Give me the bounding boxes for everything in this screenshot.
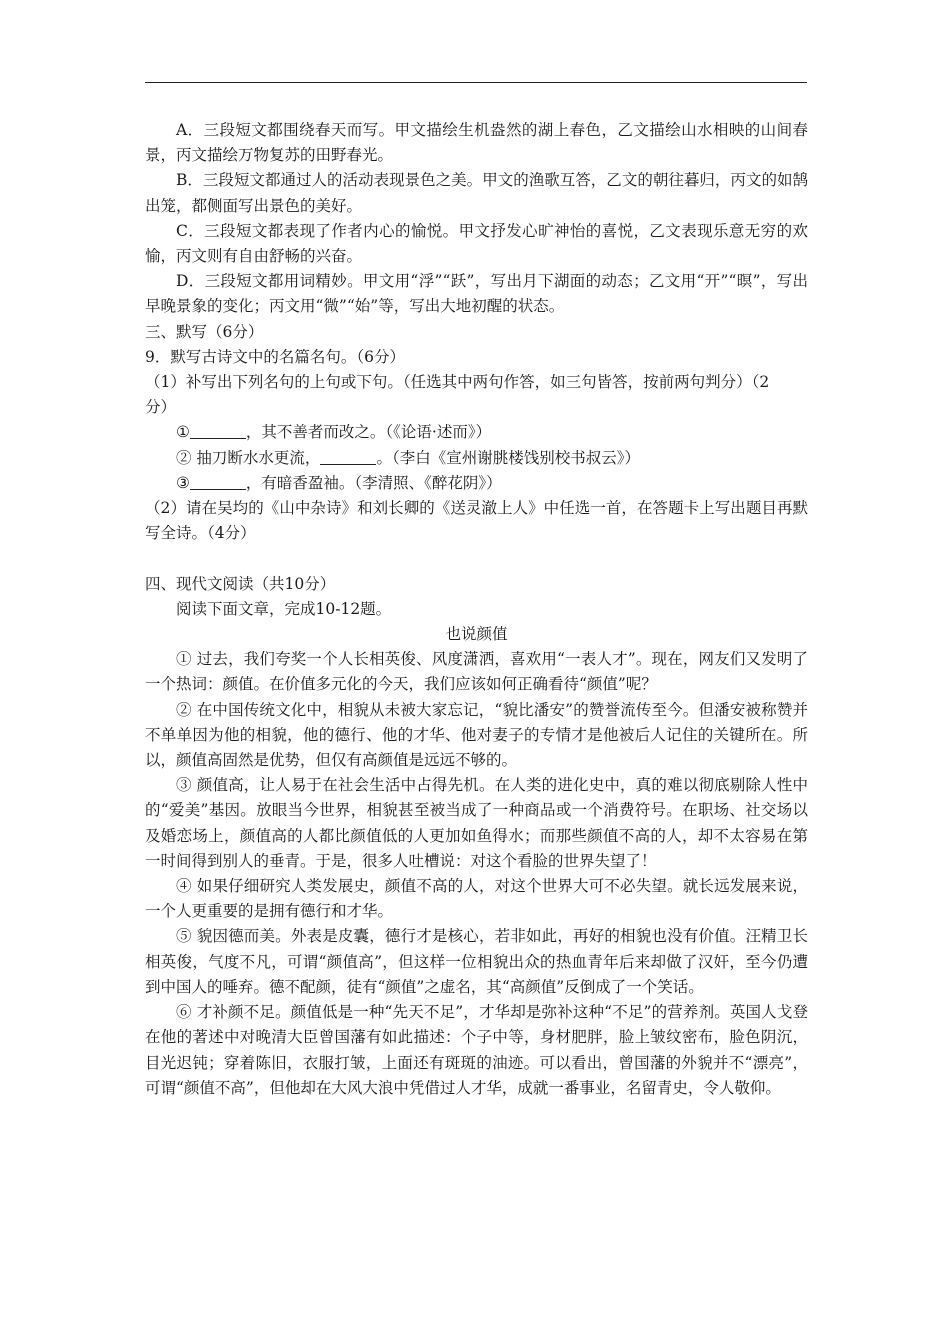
- section-3-heading: 三、默写（6分）: [145, 322, 264, 341]
- reading-instruction: 阅读下面文章，完成10-12题。: [176, 599, 392, 618]
- item-3-suffix: ，有暗香盈袖。（李清照、《醉花阴》）: [245, 473, 502, 492]
- item-2-blank[interactable]: [320, 448, 376, 465]
- q9-sub2: （2）请在吴均的《山中杂诗》和刘长卿的《送灵澈上人》中任选一首，在答题卡上写出题目再默写全诗。（4分）: [145, 499, 808, 543]
- question-9: 9．默写古诗文中的名篇名句。（6分）: [145, 347, 405, 366]
- item-1-prefix: ①: [176, 423, 190, 442]
- section-4-heading: 四、现代文阅读（共10分）: [145, 574, 336, 593]
- item-1-blank[interactable]: [190, 423, 246, 440]
- item-2-suffix: 。（李白《宣州谢朓楼饯别校书叔云》）: [376, 448, 640, 467]
- header-rule: [145, 82, 807, 83]
- article-paragraph-1: ① 过去，我们夸奖一个人长相英俊、风度潇洒，喜欢用“一表人才”。现在，网友们又发明了一个热词：颜值。在价值多元化的今天，我们应该如何正确看待“颜值”呢？: [145, 650, 808, 694]
- q9-sub1-line2: 分）: [145, 398, 177, 417]
- article-paragraph-4: ④ 如果仔细研究人类发展史，颜值不高的人，对这个世界大可不必失望。就长远发展来说，一个人更重要的是拥有德行和才华。: [145, 877, 808, 921]
- q9-sub1-line1: （1）补写出下列名句的上句或下句。（任选其中两句作答，如三句皆答，按前两句判分）（2: [145, 373, 770, 392]
- article-paragraph-2: ② 在中国传统文化中，相貌从未被大家忘记，“貌比潘安”的赞誉流传至今。但潘安被称赞并不单单因为他的相貌，他的德行、他的才华、他对妻子的专情才是他被后人记住的关键所在。所以，颜值高固然是优势，但仅有高颜值是远远不够的。: [145, 700, 808, 770]
- item-3-prefix: ③: [176, 473, 190, 492]
- article-paragraph-5: ⑤ 貌因德而美。外表是皮囊，德行才是核心，若非如此，再好的相貌也没有价值。汪精卫长相英俊，气度不凡，可谓“颜值高”，但这样一位相貌出众的热血青年后来却做了汉奸，至今仍遭到中国人的唾弃。德不配颜，徒有“颜值”之虚名，其“高颜值”反倒成了一个笑话。: [145, 927, 808, 996]
- q9-item-3: [145, 471, 808, 496]
- article-paragraph-3: ③ 颜值高，让人易于在社会生活中占得先机。在人类的进化史中，真的难以彻底剔除人性中的“爱美”基因。放眼当今世界，相貌甚至被当成了一种商品或一个消费符号。在职场、社交场以及婚恋场上，颜值高的人都比颜值低的人更加如鱼得水；而那些颜值不高的人，却不太容易在第一时间得到别人的垂青。于是，很多人吐槽说：对这个看脸的世界失望了！: [145, 776, 808, 870]
- article-title: 也说颜值: [445, 625, 508, 644]
- choice-a: A．三段短文都围绕春天而写。甲文描绘生机盎然的湖上春色，乙文描绘山水相映的山间春景，丙文描绘万物复苏的田野春光。: [145, 121, 808, 165]
- q9-item-2: [145, 446, 808, 471]
- item-2-prefix: ② 抽刀断水水更流，: [176, 448, 321, 467]
- page-content: [145, 118, 808, 1101]
- q9-item-1: [145, 420, 808, 445]
- item-1-suffix: ，其不善者而改之。（《论语·述而》）: [245, 423, 492, 442]
- choice-c: C．三段短文都表现了作者内心的愉悦。甲文抒发心旷神怡的喜悦，乙文表现乐意无穷的欢愉，丙文则有自由舒畅的兴奋。: [145, 221, 808, 266]
- article-paragraph-6: ⑥ 才补颜不足。颜值低是一种“先天不足”，才华却是弥补这种“不足”的营养剂。英国人戈登在他的著述中对晚清大臣曾国藩有如此描述：个子中等，身材肥胖，脸上皱纹密布，脸色阴沉，目光迟钝；穿着陈旧，衣服打皱，上面还有斑斑的油迹。可以看出，曾国藩的外貌并不“漂亮”，可谓“颜值不高”，但他却在大风大浪中凭借过人才华，成就一番事业，名留青史，令人敬仰。: [145, 1003, 808, 1097]
- spacer: [145, 546, 808, 571]
- choice-d: D．三段短文都用词精妙。甲文用“浮”“跃”，写出月下湖面的动态；乙文用“开”“暝”，写出早晚景象的变化；丙文用“微”“始”等，写出大地初醒的状态。: [145, 272, 808, 316]
- choice-b: B．三段短文都通过人的活动表现景色之美。甲文的渔歌互答，乙文的朝往暮归，丙文的如鹄出笼，都侧面写出景色的美好。: [145, 171, 808, 215]
- item-3-blank[interactable]: [190, 473, 246, 490]
